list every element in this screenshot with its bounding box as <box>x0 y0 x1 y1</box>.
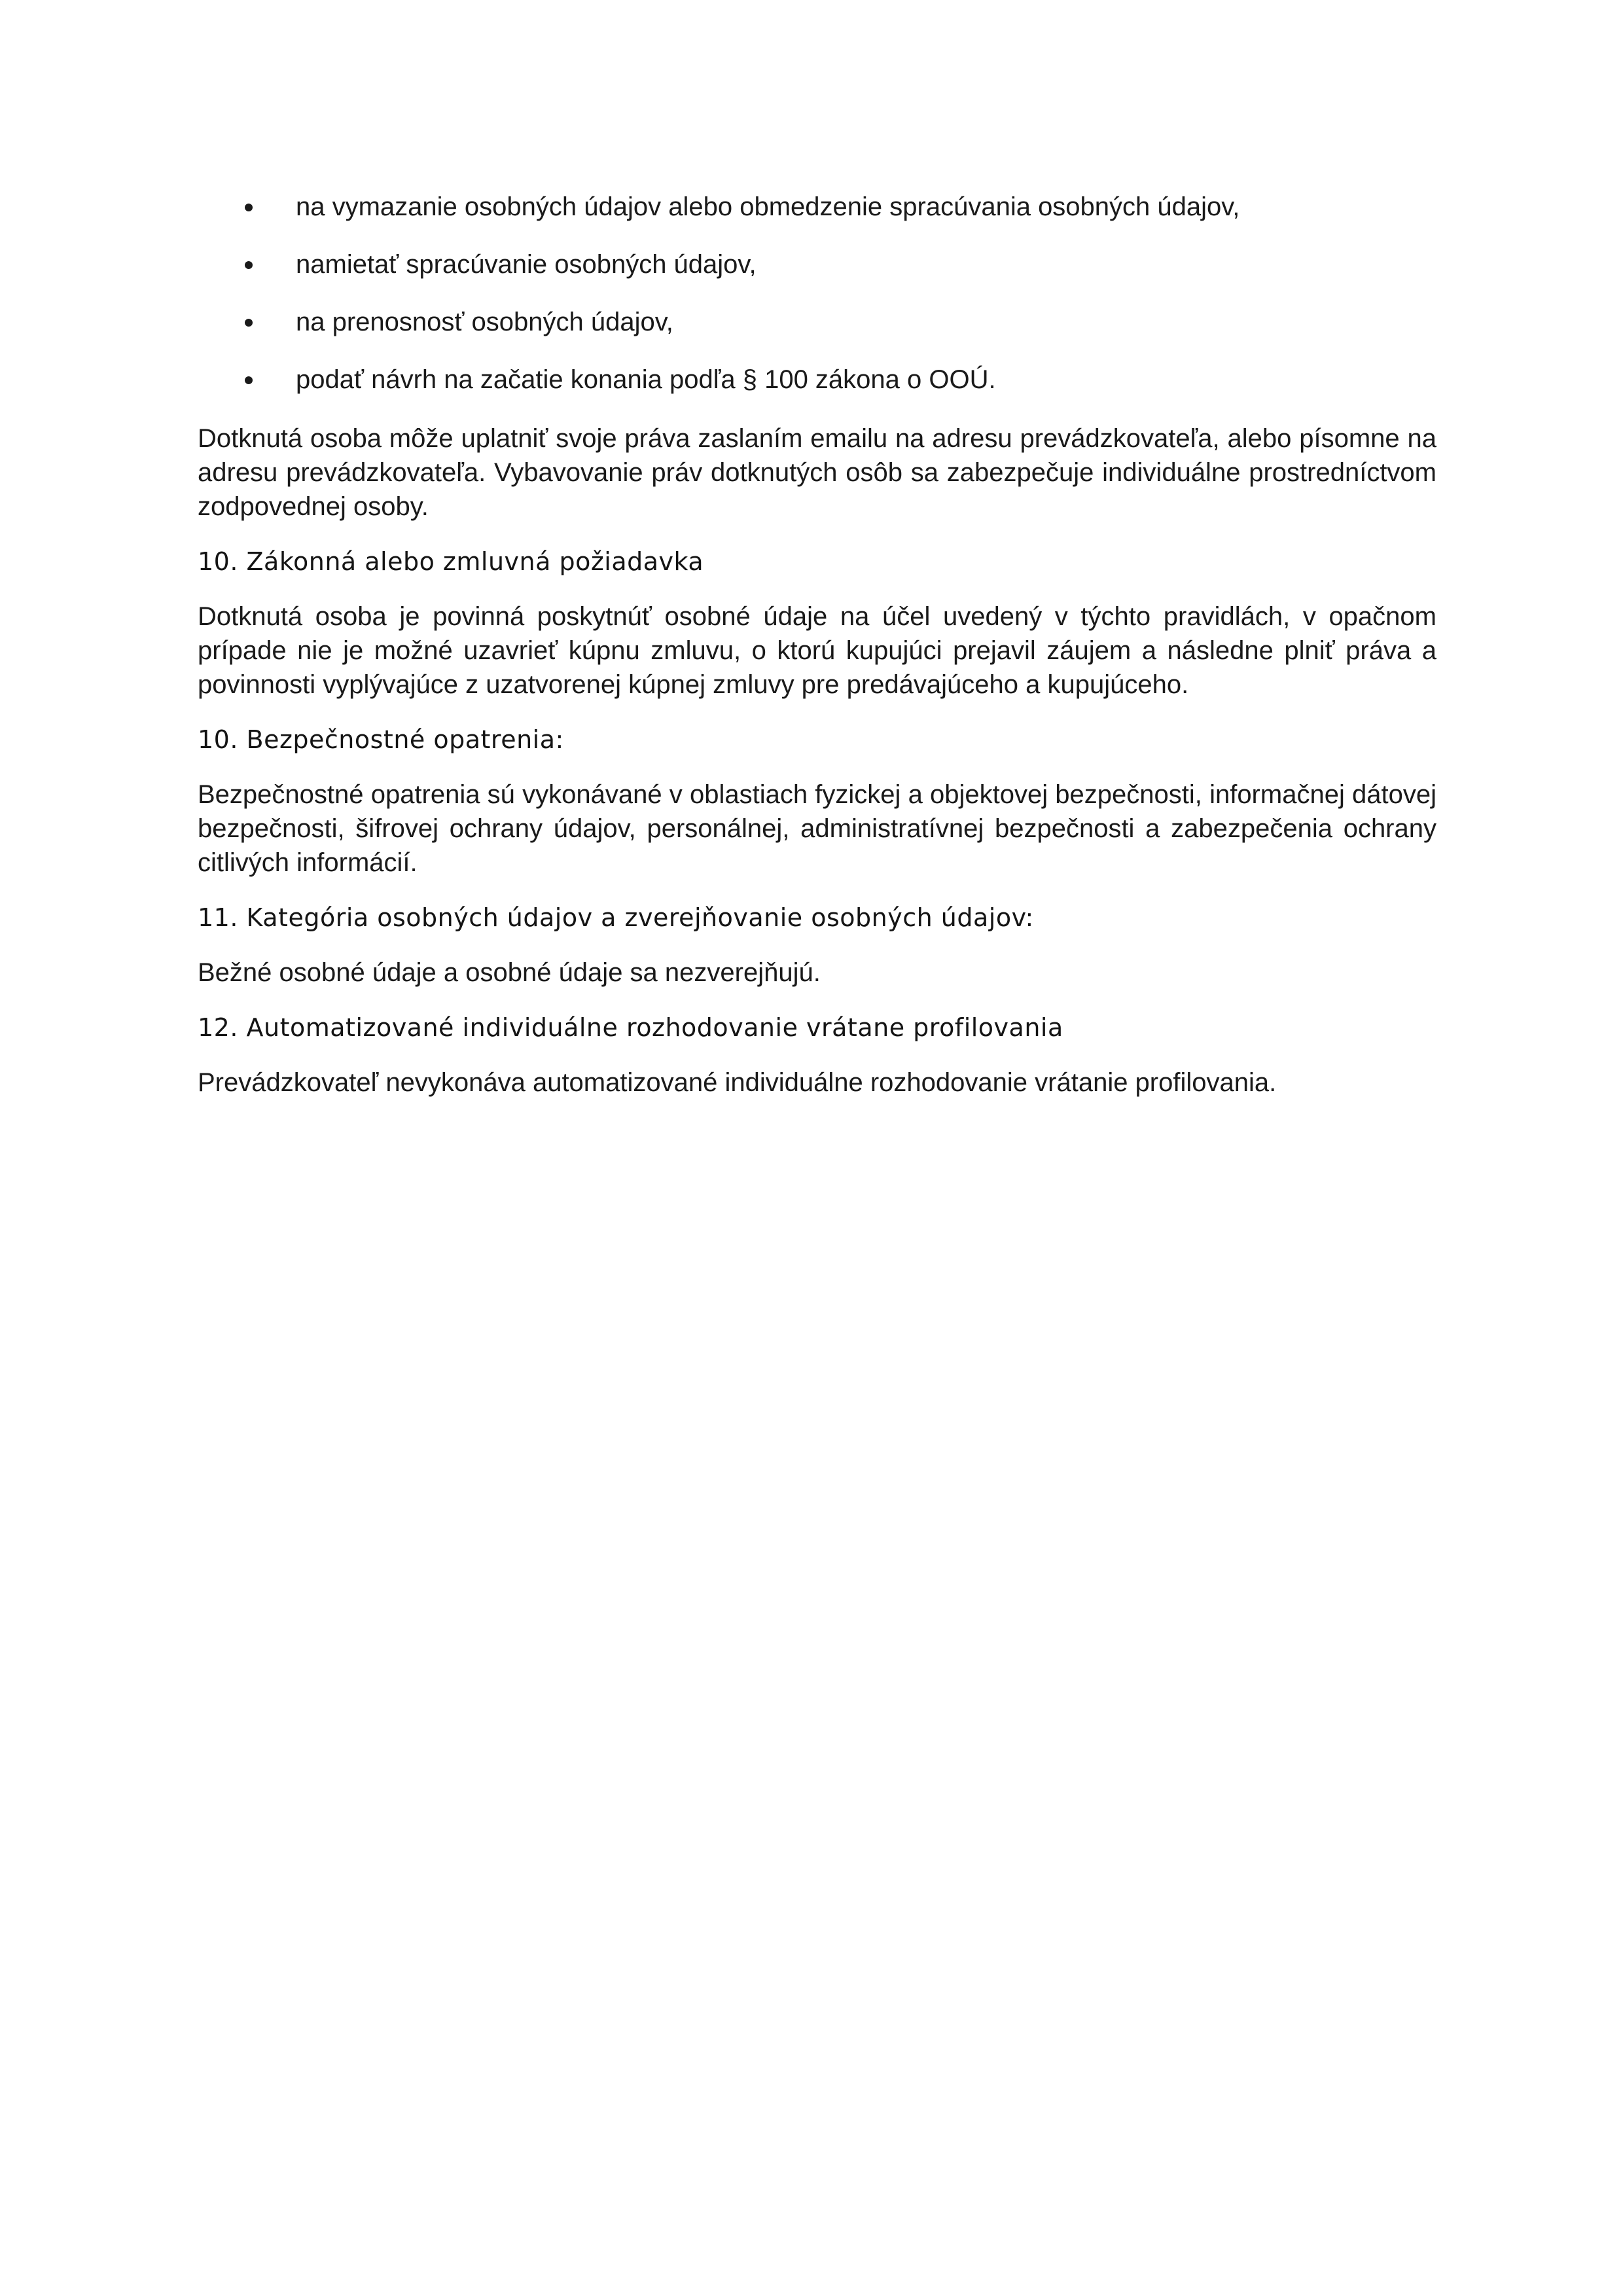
section-text-legal-requirement: Dotknutá osoba je povinná poskytnúť osobné údaje na účel uvedený v týchto pravidlách, v opačnom prípade nie je možné uzavrieť kúpnu zmluvu, o ktorú kupujúci prejavil záujem a následne plniť práva a povinnosti vyplývajúce z uzatvorenej kúpnej zmluvy pre predávajúceho a kupujúceho. <box>198 602 1436 699</box>
document-content <box>198 191 1436 1121</box>
list-item <box>198 249 1436 280</box>
bullet-icon <box>245 204 253 211</box>
rights-bullet-list <box>198 191 1436 395</box>
list-item-text: namietať spracúvanie osobných údajov, <box>296 250 757 279</box>
rights-paragraph: Dotknutá osoba môže uplatniť svoje práva zaslaním emailu na adresu prevádzkovateľa, alebo písomne na adresu prevádzkovateľa. Vybavovanie práv dotknutých osôb sa zabezpečuje individuálne prostredníctvom zodpovednej osoby. <box>198 424 1436 521</box>
list-item-text: na prenosnosť osobných údajov, <box>296 308 673 336</box>
list-item-text: podať návrh na začatie konania podľa § 100 zákona o OOÚ. <box>296 365 996 394</box>
section-text-automated-decision: Prevádzkovateľ nevykonáva automatizované individuálne rozhodovanie vrátanie profilovania. <box>198 1068 1277 1097</box>
bullet-icon <box>245 261 253 269</box>
section-heading-security-measures: 10. Bezpečnostné opatrenia: <box>198 725 564 754</box>
section-heading-legal-requirement: 10. Zákonná alebo zmluvná požiadavka <box>198 547 704 576</box>
bullet-icon <box>245 376 253 384</box>
list-item <box>198 306 1436 338</box>
list-item <box>198 364 1436 395</box>
section-heading-automated-decision: 12. Automatizované individuálne rozhodovanie vrátane profilovania <box>198 1013 1063 1042</box>
list-item <box>198 191 1436 223</box>
section-text-security-measures: Bezpečnostné opatrenia sú vykonávané v oblastiach fyzickej a objektovej bezpečnosti, informačnej dátovej bezpečnosti, šifrovej ochrany údajov, personálnej, administratívnej bezpečnosti a zabezpečenia ochrany citlivých informácií. <box>198 780 1436 877</box>
section-heading-data-category: 11. Kategória osobných údajov a zverejňovanie osobných údajov: <box>198 903 1034 932</box>
section-text-data-category: Bežné osobné údaje a osobné údaje sa nezverejňujú. <box>198 958 821 987</box>
bullet-icon <box>245 319 253 327</box>
list-item-text: na vymazanie osobných údajov alebo obmedzenie spracúvania osobných údajov, <box>296 192 1240 221</box>
